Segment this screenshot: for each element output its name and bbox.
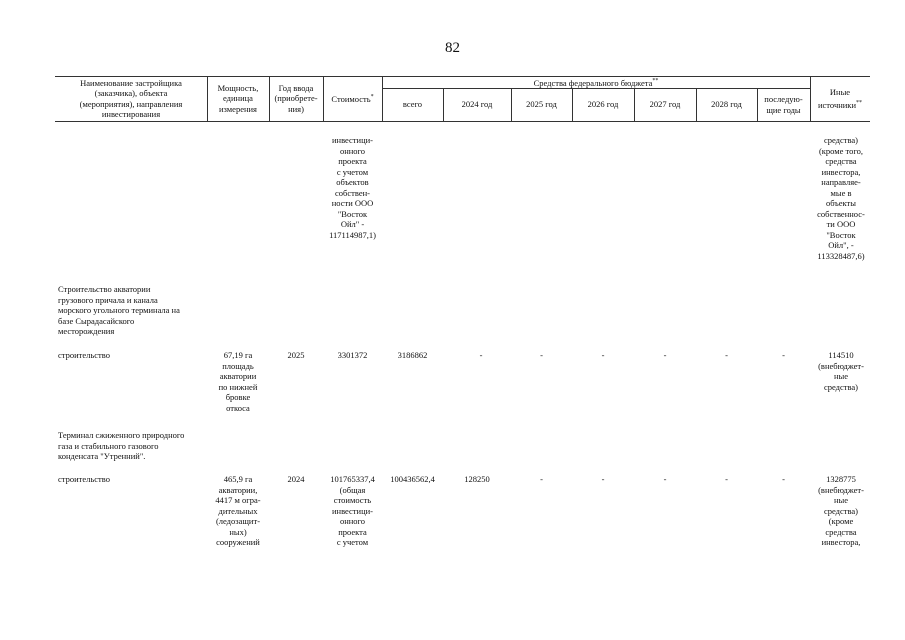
table-row-total: 3186862 xyxy=(397,350,428,360)
page-number: 82 xyxy=(445,40,460,56)
table-row-later: - xyxy=(782,474,785,484)
table-row-capacity: 465,9 га акватории, 4417 м огра- дительных (ледозащит- ных) сооружений xyxy=(215,474,261,547)
table-row-name: строительство xyxy=(58,350,110,360)
header-other-sources: Иные источники** xyxy=(817,87,862,110)
header-2025: 2025 год xyxy=(526,99,557,110)
header-cost: Стоимость* xyxy=(331,94,374,105)
cont-cost: инвестици- онного проекта с учетом объектов собствен- ности ООО "Восток Ойл" - 117114987,1) xyxy=(329,135,376,240)
table-row-year: 2025 xyxy=(287,350,305,360)
header-name: Наименование застройщика (заказчика), объекта (мероприятия), направления инвестирования xyxy=(79,77,183,119)
table-row-2027: - xyxy=(663,474,667,484)
header-total: всего xyxy=(402,99,423,110)
table-row-other-sources: 1328775 (внебюджет- ные средства) (кроме средства инвестора, xyxy=(818,474,864,547)
table-row-total: 100436562,4 xyxy=(390,474,435,484)
header-2024: 2024 год xyxy=(461,99,493,110)
header-bottom-border xyxy=(55,121,870,122)
header-later-years: последую- щие годы xyxy=(764,94,803,115)
table-row-2028: - xyxy=(725,350,728,360)
table-row-cost: 3301372 xyxy=(337,350,368,360)
table-row-2025: - xyxy=(540,350,543,360)
table-row-2026: - xyxy=(601,474,605,484)
header-2026: 2026 год xyxy=(587,99,619,110)
section-title: Терминал сжиженного природного газа и стабильного газового конденсата "Утренний". xyxy=(58,430,185,461)
table-row-name: строительство xyxy=(58,474,110,484)
table-row-capacity: 67,19 га площадь акватории по нижней бровке откоса xyxy=(218,350,258,413)
header-capacity: Мощность, единица измерения xyxy=(217,82,259,114)
table-row-cost: 101765337,4 (общая стоимость инвестици- онного проекта с учетом xyxy=(330,474,375,547)
header-federal-budget: Средства федерального бюджета** xyxy=(533,77,659,88)
table-row-2028: - xyxy=(725,474,728,484)
header-year: Год ввода (приобрете- ния) xyxy=(274,82,318,114)
cont-other-sources: средства) (кроме того, средства инвестора, направляе- мые в объекты собственнос- ти ООО "Восток Ойл", - 113328487,6) xyxy=(817,135,865,261)
table-row-2024: - xyxy=(479,350,483,360)
table-row-2027: - xyxy=(663,350,667,360)
header-2027: 2027 год xyxy=(649,99,681,110)
table-row-later: - xyxy=(782,350,785,360)
header-2028: 2028 год xyxy=(711,99,742,110)
table-row-2024: 128250 xyxy=(464,474,490,484)
table-row-year: 2024 xyxy=(287,474,305,484)
table-row-2025: - xyxy=(540,474,543,484)
table-row-2026: - xyxy=(601,350,605,360)
section-title: Строительство акватории грузового причала и канала морского угольного терминала на базе Сырадасайского месторождения xyxy=(58,284,180,336)
table-row-other-sources: 114510 (внебюджет- ные средства) xyxy=(818,350,864,392)
